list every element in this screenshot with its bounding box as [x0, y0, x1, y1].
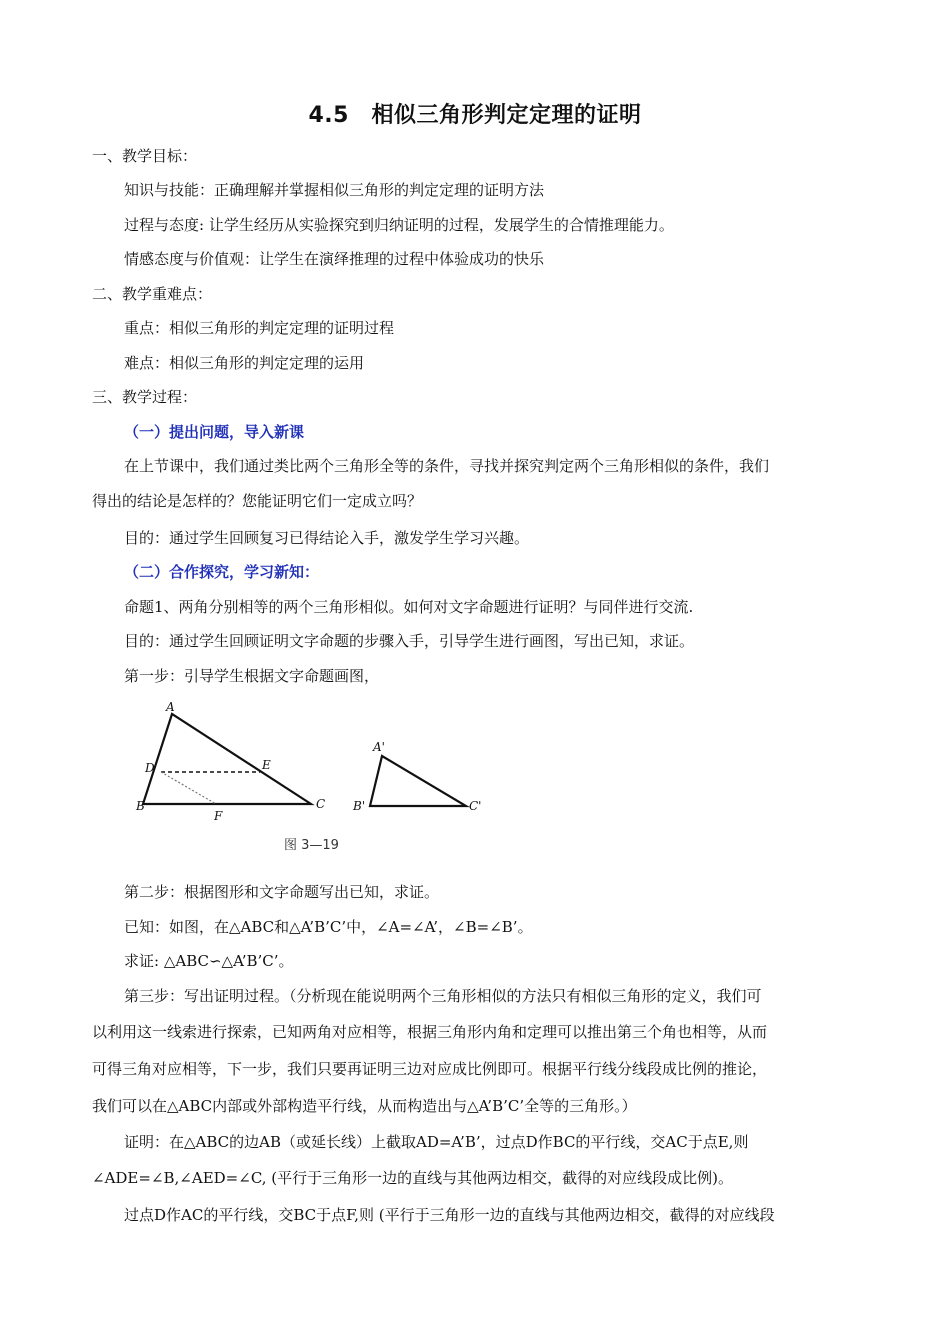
label-c-prime: C': [469, 799, 482, 813]
step-3-line1: 第三步：写出证明过程。（分析现在能说明两个三角形相似的方法只有相似三角形的定义，我们可: [124, 987, 762, 1005]
keypoint-difficulty: 难点：相似三角形的判定定理的运用: [124, 354, 365, 372]
step-3-line4: 我们可以在△ABC内部或外部构造平行线，从而构造出与△A’B’C’全等的三角形。）: [92, 1097, 637, 1115]
segment-df-dotted: [161, 772, 216, 804]
paragraph-intro-line1: 在上节课中，我们通过类比两个三角形全等的条件，寻找并探究判定两个三角形相似的条件，我们: [124, 457, 770, 475]
triangle-figure: [132, 698, 502, 860]
subsection-title-1: （一）提出问题，导入新课: [124, 423, 305, 441]
step-1: 第一步：引导学生根据文字命题画图，: [124, 667, 380, 685]
triangle-a1b1c1: [370, 756, 466, 806]
given-statement: 已知：如图，在△ABC和△A’B’C’中，∠A=∠A’，∠B=∠B’。: [124, 918, 533, 936]
subsection-title-2: （二）合作探究，学习新知：: [124, 563, 320, 581]
label-c: C: [316, 797, 326, 811]
label-b: B: [136, 799, 145, 813]
proof-line3: 过点D作AC的平行线，交BC于点F,则 (平行于三角形一边的直线与其他两边相交，截得的对应线段: [124, 1206, 775, 1224]
objective-attitude: 情感态度与价值观：让学生在演绎推理的过程中体验成功的快乐: [124, 250, 545, 268]
step-3-line2: 以利用这一线索进行探索，已知两角对应相等，根据三角形内角和定理可以推出第三个角也相等，从而: [92, 1023, 768, 1041]
prove-statement: 求证: △ABC∽△A’B’C’。: [124, 952, 294, 970]
section-heading-keypoints: 二、教学重难点：: [92, 285, 213, 303]
objective-knowledge: 知识与技能：正确理解并掌握相似三角形的判定定理的证明方法: [124, 181, 545, 199]
label-f: F: [214, 809, 223, 823]
triangle-abc: [143, 714, 311, 804]
step-3-line3: 可得三角对应相等，下一步，我们只要再证明三边对应成比例即可。根据平行线分线段成比例的推论，: [92, 1060, 768, 1078]
figure-caption: 图 3—19: [284, 838, 339, 853]
objective-process: 过程与态度: 让学生经历从实验探究到归纳证明的过程，发展学生的合情推理能力。: [124, 216, 674, 234]
paragraph-intro-line2: 得出的结论是怎样的？您能证明它们一定成立吗？: [92, 492, 423, 510]
label-d: D: [145, 761, 155, 775]
label-a-prime: A': [373, 740, 385, 754]
label-a: A: [166, 700, 175, 714]
section-heading-process: 三、教学过程：: [92, 388, 198, 406]
paragraph-purpose-2: 目的：通过学生回顾证明文字命题的步骤入手，引导学生进行画图，写出已知，求证。: [124, 632, 695, 650]
paragraph-purpose-1: 目的：通过学生回顾复习已得结论入手，激发学生学习兴趣。: [124, 529, 530, 547]
page-title: 4.5 相似三角形判定定理的证明: [308, 103, 642, 128]
label-b-prime: B': [353, 799, 366, 813]
step-2: 第二步：根据图形和文字命题写出已知，求证。: [124, 883, 440, 901]
proof-line2: ∠ADE=∠B,∠AED=∠C, (平行于三角形一边的直线与其他两边相交，截得的对应线段成比例)。: [92, 1169, 734, 1187]
label-e: E: [262, 758, 271, 772]
proposition-1: 命题1、两角分别相等的两个三角形相似。如何对文字命题进行证明？与同伴进行交流.: [124, 598, 694, 616]
proof-line1: 证明：在△ABC的边AB（或延长线）上截取AD=A’B’，过点D作BC的平行线，交AC于点E,则: [124, 1133, 749, 1151]
keypoint-focus: 重点：相似三角形的判定定理的证明过程: [124, 319, 395, 337]
section-heading-objectives: 一、教学目标：: [92, 147, 198, 165]
